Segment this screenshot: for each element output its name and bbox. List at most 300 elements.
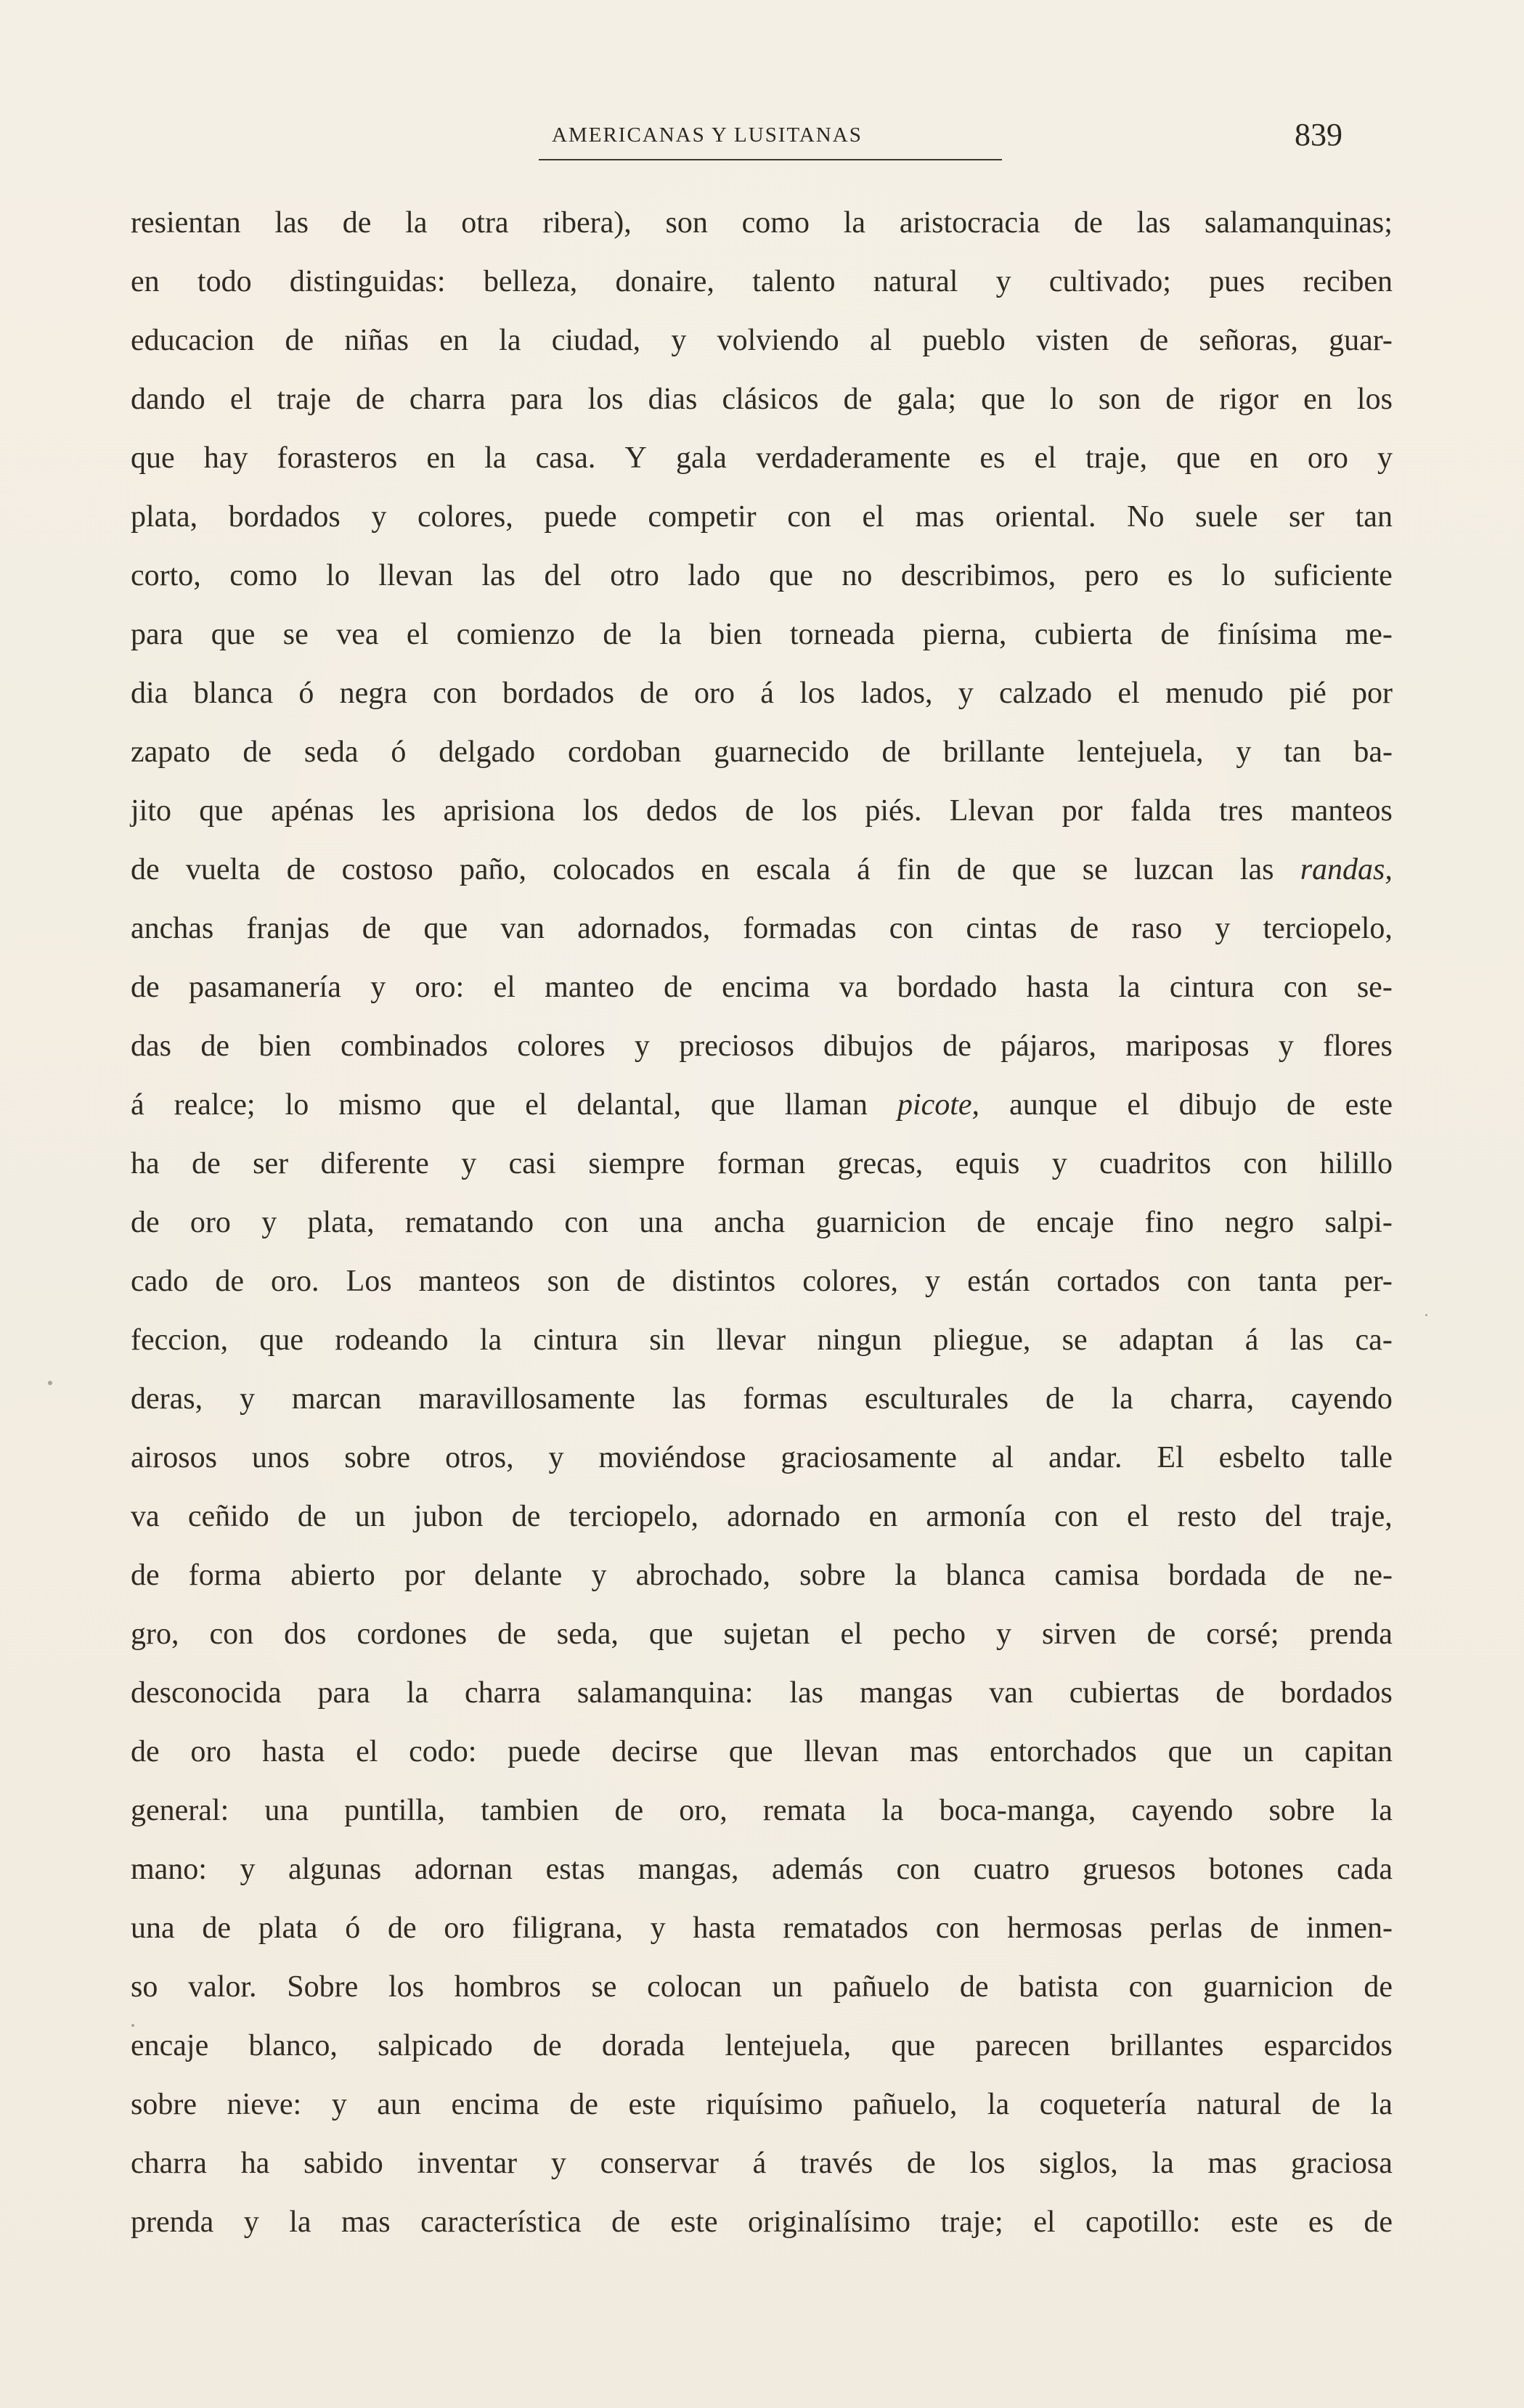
word: las xyxy=(1239,853,1274,886)
word: ó xyxy=(391,735,407,769)
word: en xyxy=(1250,441,1279,475)
word: ser xyxy=(253,1147,289,1180)
word: de xyxy=(202,1911,232,1945)
text-line xyxy=(131,664,1393,723)
word: á xyxy=(857,853,871,886)
word: resto xyxy=(1177,1500,1237,1533)
word: un xyxy=(772,1970,803,2004)
word: la xyxy=(895,1559,917,1592)
word: de xyxy=(1160,618,1190,651)
word: de xyxy=(387,1911,417,1945)
word: nieve: xyxy=(227,2088,302,2121)
word: el xyxy=(1033,2205,1056,2239)
word: salpicado xyxy=(378,2029,493,2062)
word: de xyxy=(569,2088,598,2121)
word: brillante xyxy=(943,735,1045,769)
word: brillantes xyxy=(1110,2029,1224,2062)
text-line xyxy=(131,1311,1393,1370)
word: charra xyxy=(465,1676,541,1710)
word: aristocracia xyxy=(899,206,1040,240)
text-line xyxy=(131,194,1393,253)
text-line xyxy=(131,841,1393,899)
word: No xyxy=(1127,500,1165,534)
word: corto, xyxy=(131,559,201,592)
word: siglos, xyxy=(1039,2147,1118,2180)
word: dibujos xyxy=(823,1029,913,1063)
word: un xyxy=(1242,1735,1274,1768)
word: por xyxy=(1352,677,1393,710)
word: capotillo: xyxy=(1085,2205,1201,2239)
word: y xyxy=(1236,735,1252,769)
word: ser xyxy=(1289,500,1325,534)
word: que xyxy=(211,618,256,651)
word: son xyxy=(1098,383,1141,416)
word: bordados xyxy=(228,500,341,534)
word: charra xyxy=(409,383,486,416)
word: todo xyxy=(197,265,252,298)
text-line xyxy=(131,253,1393,311)
word: cayendo xyxy=(1131,1794,1234,1827)
word: originalísimo xyxy=(747,2205,910,2239)
text-line xyxy=(131,958,1393,1017)
word: entorchados xyxy=(989,1735,1137,1768)
word: dos xyxy=(284,1617,327,1651)
word: mariposas xyxy=(1125,1029,1250,1063)
word: lentejuela, xyxy=(1077,735,1204,769)
word: una xyxy=(639,1206,683,1239)
word: que xyxy=(1011,853,1056,886)
word: bordados xyxy=(502,677,614,710)
word: las xyxy=(1289,1323,1324,1357)
word: puede xyxy=(508,1735,581,1768)
word: de xyxy=(1364,2205,1393,2239)
word: cintura xyxy=(1169,971,1255,1004)
word: la xyxy=(1152,2147,1174,2180)
word: esbelto xyxy=(1218,1441,1305,1474)
word: ha xyxy=(240,2147,270,2180)
word: delante xyxy=(474,1559,563,1592)
text-line xyxy=(131,1017,1393,1076)
word: esparcidos xyxy=(1263,2029,1393,2062)
word: talento xyxy=(752,265,836,298)
word: y xyxy=(548,1441,564,1474)
word: este xyxy=(628,2088,676,2121)
word: picote, xyxy=(897,1088,980,1122)
word: seda xyxy=(303,735,359,769)
word: rematados xyxy=(783,1911,908,1945)
word: adaptan xyxy=(1118,1323,1214,1357)
word: algunas xyxy=(288,1853,382,1886)
word: distintos xyxy=(672,1265,776,1298)
word: otra xyxy=(461,206,509,240)
word: encaje xyxy=(131,2029,209,2062)
word: franjas xyxy=(246,912,330,945)
word: diferente xyxy=(320,1147,429,1180)
word: pueblo xyxy=(922,324,1006,357)
word: prenda xyxy=(1309,1617,1393,1651)
word: paño, xyxy=(459,853,527,886)
word: de xyxy=(1146,1617,1176,1651)
word: de xyxy=(497,1617,526,1651)
word: de xyxy=(131,1735,160,1768)
word: y xyxy=(634,1029,650,1063)
word: y xyxy=(958,677,974,710)
word: sabido xyxy=(303,2147,383,2180)
word: plata, xyxy=(131,500,198,534)
word: que xyxy=(1176,441,1221,475)
word: señoras, xyxy=(1199,324,1298,357)
word: y xyxy=(331,2088,347,2121)
word: valor. xyxy=(188,1970,257,2004)
word: inventar xyxy=(417,2147,518,2180)
word: pié xyxy=(1289,677,1327,710)
word: botones xyxy=(1208,1853,1304,1886)
word: con xyxy=(1186,1265,1231,1298)
word: corsé; xyxy=(1206,1617,1279,1651)
word: los xyxy=(969,2147,1006,2180)
word: riquísimo xyxy=(706,2088,823,2121)
word: manteo xyxy=(545,971,635,1004)
word: jito xyxy=(131,794,172,828)
word: de xyxy=(192,1147,221,1180)
word: con xyxy=(209,1617,254,1651)
word: terciopelo, xyxy=(569,1500,698,1533)
word: que xyxy=(451,1088,496,1122)
text-line xyxy=(131,1076,1393,1135)
word: randas, xyxy=(1300,853,1393,886)
word: tan xyxy=(1355,500,1393,534)
word: raso xyxy=(1131,912,1183,945)
word: guar- xyxy=(1329,324,1393,357)
word: plata xyxy=(258,1911,318,1945)
word: son xyxy=(547,1265,590,1298)
word: el xyxy=(406,618,429,651)
word: unos xyxy=(251,1441,310,1474)
word: Sobre xyxy=(287,1970,359,2004)
word: la xyxy=(406,1676,429,1710)
word: el xyxy=(1034,441,1056,475)
word: traje, xyxy=(1330,1500,1393,1533)
word: el xyxy=(1117,677,1140,710)
word: dedos xyxy=(645,794,717,828)
word: de xyxy=(1364,1970,1393,2004)
word: pájaros, xyxy=(1001,1029,1096,1063)
word: llevar xyxy=(716,1323,786,1357)
word: ciudad, xyxy=(551,324,641,357)
word: tambien xyxy=(481,1794,579,1827)
word: de xyxy=(959,1970,989,2004)
word: de xyxy=(907,2147,936,2180)
word: traje xyxy=(277,383,331,416)
word: lo xyxy=(326,559,350,592)
word: armonía xyxy=(926,1500,1026,1533)
text-line xyxy=(131,1664,1393,1723)
word: ba- xyxy=(1353,735,1393,769)
word: salamanquinas; xyxy=(1204,206,1393,240)
word: sobre xyxy=(131,2088,197,2121)
word: desconocida xyxy=(131,1676,282,1710)
word: piés. xyxy=(865,794,922,828)
word: cuadritos xyxy=(1099,1147,1212,1180)
word: guarnicion xyxy=(1202,1970,1334,2004)
word: rodeando xyxy=(335,1323,449,1357)
word: jubon xyxy=(413,1500,484,1533)
word: de xyxy=(215,1265,244,1298)
word: otro xyxy=(610,559,659,592)
word: hasta xyxy=(1026,971,1089,1004)
word: de xyxy=(362,912,391,945)
text-line xyxy=(131,1487,1393,1546)
word: estas xyxy=(545,1853,606,1886)
word: de xyxy=(1074,206,1103,240)
word: con xyxy=(787,500,831,534)
word: pierna, xyxy=(922,618,1007,651)
text-line xyxy=(131,782,1393,841)
word: va xyxy=(131,1500,160,1533)
word: como xyxy=(229,559,298,592)
word: gruesos xyxy=(1083,1853,1176,1886)
word: sin xyxy=(649,1323,685,1357)
word: Y xyxy=(624,441,647,475)
word: hermosas xyxy=(1007,1911,1122,1945)
word: sujetan xyxy=(723,1617,810,1651)
word: mas xyxy=(1207,2147,1258,2180)
word: mangas xyxy=(859,1676,953,1710)
word: con xyxy=(896,1853,941,1886)
word: característica xyxy=(420,2205,582,2239)
word: de xyxy=(640,677,669,710)
word: oro xyxy=(444,1911,485,1945)
word: y xyxy=(1278,1029,1294,1063)
word: finísima xyxy=(1217,618,1318,651)
word: Llevan xyxy=(949,794,1035,828)
text-line xyxy=(131,370,1393,429)
word: una xyxy=(131,1911,175,1945)
word: con xyxy=(935,1911,980,1945)
word: decirse xyxy=(611,1735,698,1768)
word: de xyxy=(843,383,873,416)
word: y xyxy=(591,1559,607,1592)
word: la xyxy=(1118,971,1141,1004)
word: les xyxy=(381,794,416,828)
word: guarnecido xyxy=(714,735,849,769)
word: y xyxy=(240,1853,256,1886)
word: en xyxy=(1303,383,1332,416)
word: lo xyxy=(1050,383,1074,416)
word: y xyxy=(671,324,687,357)
word: hasta xyxy=(693,1911,756,1945)
word: maravillosamente xyxy=(418,1382,635,1416)
word: batista xyxy=(1019,1970,1099,2004)
print-speck xyxy=(1425,1314,1427,1316)
word: de xyxy=(942,1029,971,1063)
word: este xyxy=(1231,2205,1279,2239)
word: inmen- xyxy=(1306,1911,1393,1945)
word: ha xyxy=(131,1147,160,1180)
word: con xyxy=(1283,971,1328,1004)
word: apénas xyxy=(271,794,354,828)
word: tan xyxy=(1284,735,1321,769)
word: describimos, xyxy=(900,559,1056,592)
word: cultivado; xyxy=(1048,265,1171,298)
word: de xyxy=(297,1500,327,1533)
word: manteos xyxy=(1290,794,1393,828)
word: blanco, xyxy=(248,2029,338,2062)
word: cintura xyxy=(533,1323,618,1357)
word: plata, xyxy=(307,1206,375,1239)
word: con xyxy=(1243,1147,1288,1180)
word: ningun xyxy=(817,1323,902,1357)
word: con xyxy=(433,677,477,710)
word: perlas xyxy=(1149,1911,1223,1945)
word: sobre xyxy=(344,1441,411,1474)
word: hasta xyxy=(262,1735,325,1768)
word: mas xyxy=(915,500,965,534)
word: terciopelo, xyxy=(1263,912,1393,945)
word: de xyxy=(1250,1911,1279,1945)
word: á xyxy=(760,677,774,710)
word: manteos xyxy=(418,1265,521,1298)
text-line xyxy=(131,1252,1393,1311)
word: el xyxy=(840,1617,863,1651)
word: negro xyxy=(1224,1206,1295,1239)
word: la xyxy=(1111,1382,1133,1416)
word: para xyxy=(510,383,563,416)
word: través xyxy=(799,2147,873,2180)
word: de xyxy=(356,383,385,416)
word: adornan xyxy=(414,1853,513,1886)
word: suficiente xyxy=(1274,559,1393,592)
word: los xyxy=(799,677,836,710)
text-line xyxy=(131,1958,1393,2017)
word: y xyxy=(1215,912,1231,945)
word: cordoban xyxy=(567,735,682,769)
word: de xyxy=(614,1794,644,1827)
text-line xyxy=(131,2017,1393,2076)
text-line xyxy=(131,429,1393,488)
word: preciosos xyxy=(679,1029,794,1063)
word: colores, xyxy=(417,500,513,534)
word: casi xyxy=(508,1147,556,1180)
word: rematando xyxy=(404,1206,534,1239)
word: la xyxy=(987,2088,1010,2121)
body-text xyxy=(131,194,1393,2252)
word: parecen xyxy=(975,2029,1070,2062)
word: prenda xyxy=(131,2205,214,2239)
word: lados, xyxy=(860,677,933,710)
word: es xyxy=(1167,559,1193,592)
word: de xyxy=(200,1029,229,1063)
word: y xyxy=(1377,441,1393,475)
word: cuatro xyxy=(973,1853,1050,1886)
word: con xyxy=(564,1206,609,1239)
word: cordones xyxy=(356,1617,468,1651)
word: camisa xyxy=(1054,1559,1139,1592)
text-line xyxy=(131,723,1393,782)
text-line xyxy=(131,1370,1393,1429)
word: las xyxy=(789,1676,824,1710)
word: adornados, xyxy=(577,912,711,945)
word: por xyxy=(1061,794,1103,828)
word: hombros xyxy=(454,1970,561,2004)
word: hilillo xyxy=(1319,1147,1393,1180)
word: flores xyxy=(1323,1029,1393,1063)
word: una xyxy=(264,1794,309,1827)
word: llevan xyxy=(378,559,453,592)
word: la xyxy=(289,2205,311,2239)
word: de xyxy=(603,618,632,651)
word: la xyxy=(843,206,866,240)
word: cubiertas xyxy=(1069,1676,1180,1710)
word: El xyxy=(1157,1441,1184,1474)
word: de xyxy=(131,853,160,886)
word: delgado xyxy=(439,735,536,769)
word: graciosa xyxy=(1290,2147,1393,2180)
word: se xyxy=(282,618,309,651)
word: oro. xyxy=(271,1265,319,1298)
running-head: AMERICANAS Y LUSITANAS xyxy=(552,123,863,147)
word: de xyxy=(1295,1559,1325,1592)
word: pero xyxy=(1084,559,1139,592)
word: menudo xyxy=(1165,677,1264,710)
word: se xyxy=(591,1970,617,2004)
word: boca-manga, xyxy=(939,1794,1096,1827)
word: la xyxy=(881,1794,904,1827)
word: es xyxy=(1308,2205,1334,2239)
word: las xyxy=(481,559,516,592)
text-line xyxy=(131,1840,1393,1899)
word: aunque xyxy=(1009,1088,1098,1122)
word: la xyxy=(659,618,682,651)
word: y xyxy=(995,265,1011,298)
word: dias xyxy=(648,383,698,416)
word: codo: xyxy=(409,1735,477,1768)
word: que xyxy=(199,794,243,828)
word: oro xyxy=(694,677,735,710)
word: talle xyxy=(1340,1441,1393,1474)
word: con xyxy=(1128,1970,1173,2004)
word: siempre xyxy=(588,1147,685,1180)
word: por xyxy=(404,1559,445,1592)
word: graciosamente xyxy=(781,1441,957,1474)
word: ancha xyxy=(714,1206,786,1239)
header-rule xyxy=(539,159,1002,160)
text-line xyxy=(131,2193,1393,2252)
word: hay xyxy=(203,441,248,475)
word: colores, xyxy=(802,1265,898,1298)
word: cada xyxy=(1337,1853,1393,1886)
word: realce; xyxy=(174,1088,256,1122)
word: pañuelo, xyxy=(852,2088,958,2121)
word: las xyxy=(1136,206,1171,240)
word: del xyxy=(544,559,582,592)
word: no xyxy=(842,559,873,592)
word: que xyxy=(648,1617,693,1651)
word: se xyxy=(1061,1323,1088,1357)
word: bordada xyxy=(1168,1559,1267,1592)
word: blanca xyxy=(193,677,274,710)
word: á xyxy=(131,1088,144,1122)
word: llevan xyxy=(804,1735,879,1768)
word: cortados xyxy=(1056,1265,1160,1298)
word: ribera), xyxy=(542,206,632,240)
word: el xyxy=(1126,1500,1149,1533)
word: y xyxy=(550,2147,566,2180)
text-line xyxy=(131,1605,1393,1664)
word: puede xyxy=(544,500,617,534)
word: ceñido xyxy=(187,1500,269,1533)
word: se- xyxy=(1356,971,1393,1004)
